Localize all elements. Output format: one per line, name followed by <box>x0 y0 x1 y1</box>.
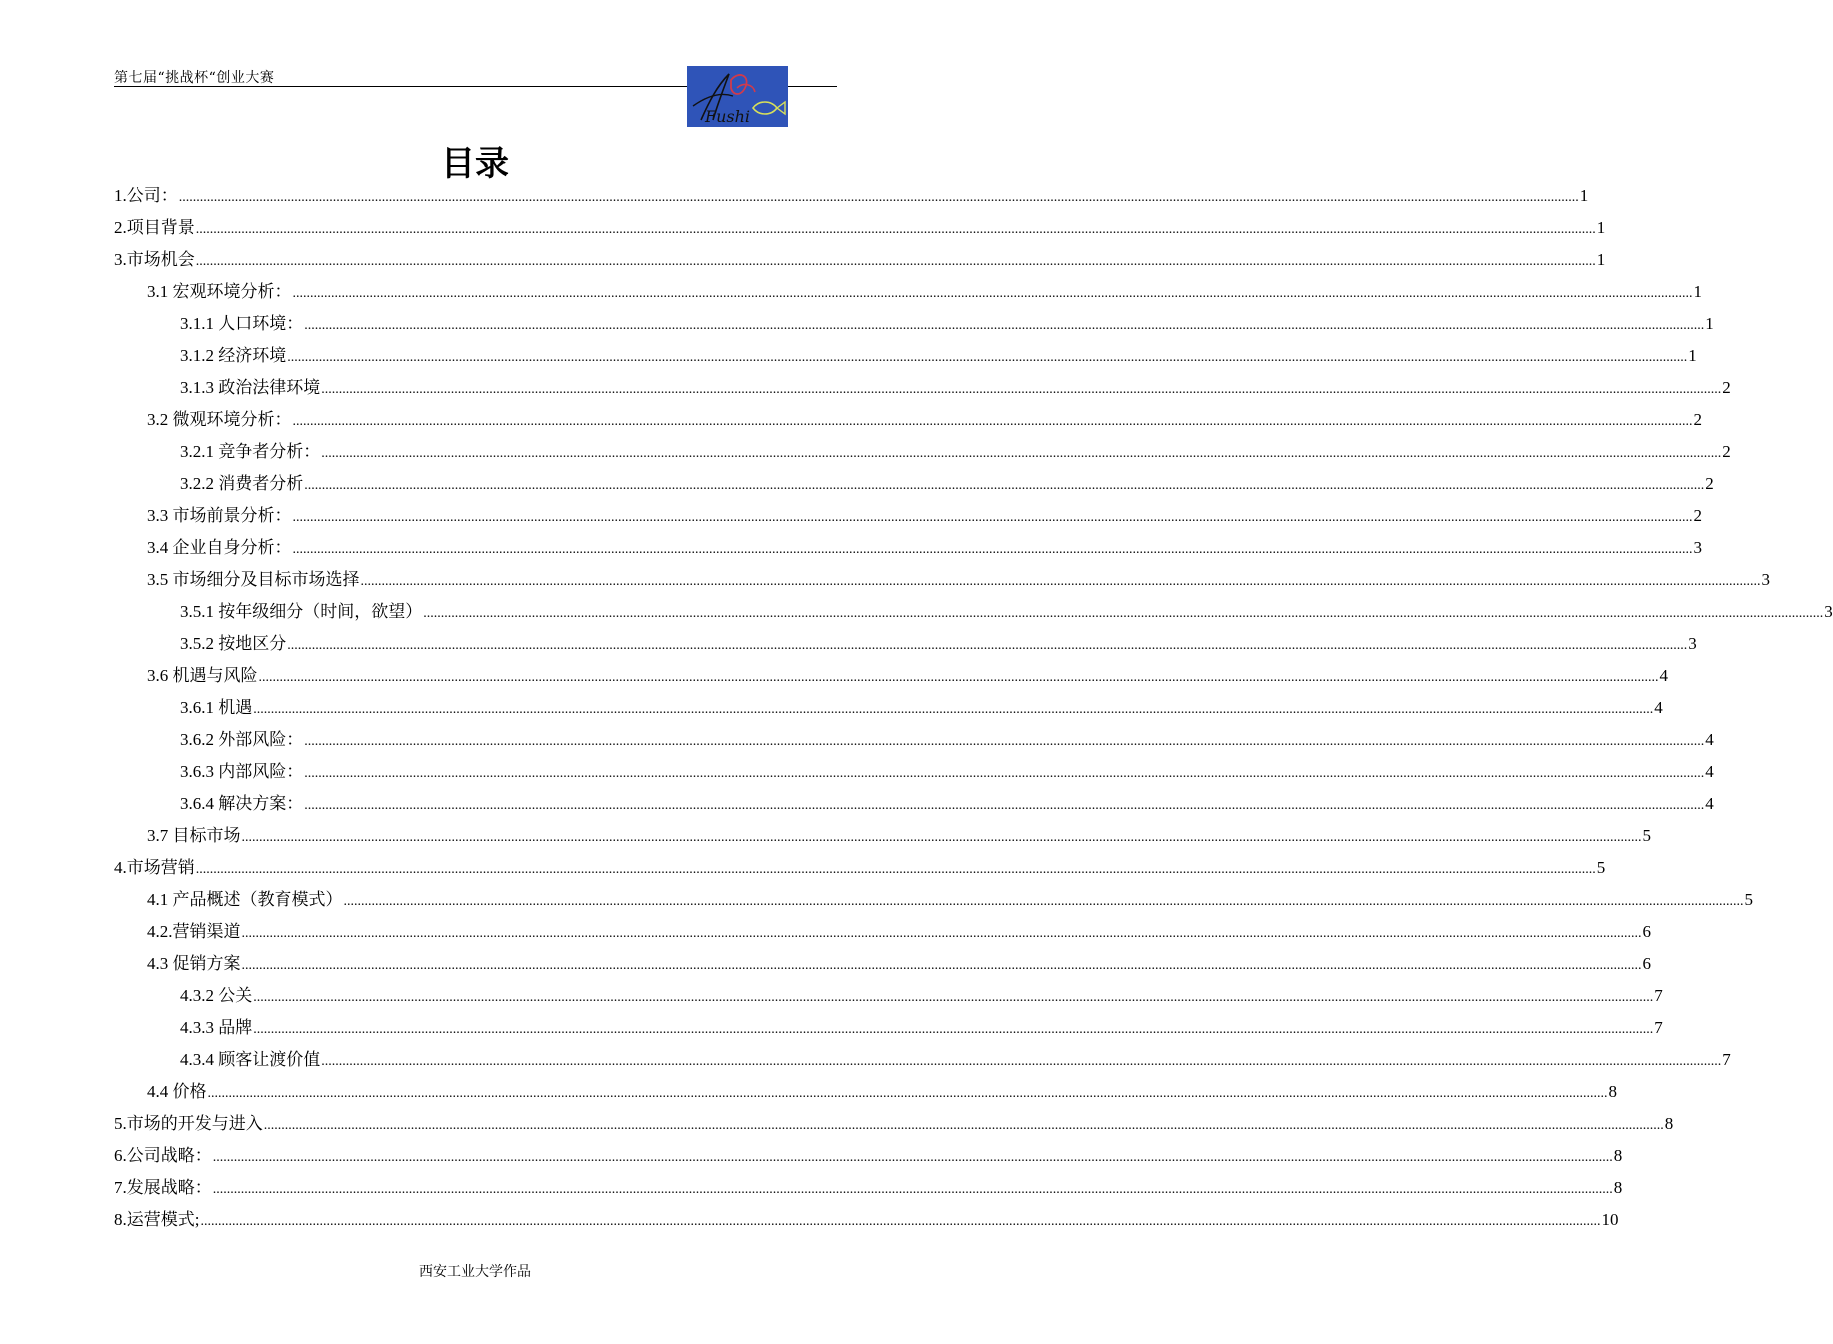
toc-dot-leader: ................................................................................................................................................................................................................................................................................................................................................................................................................ <box>292 286 1693 301</box>
toc-entry[interactable] <box>114 692 1663 724</box>
toc-entry-label: 4.3 促销方案 <box>147 954 241 973</box>
toc-entry[interactable] <box>114 884 1753 916</box>
toc-entry-label: 6.公司战略： <box>114 1146 212 1165</box>
toc-entry-page: 1 <box>1693 282 1702 301</box>
toc-entry-label: 4.3.2 公关 <box>180 986 253 1005</box>
toc-dot-leader: ................................................................................................................................................................................................................................................................................................................................................................................................................ <box>195 862 1596 877</box>
toc-entry[interactable] <box>114 948 1651 980</box>
toc-dot-leader: ................................................................................................................................................................................................................................................................................................................................................................................................................ <box>292 414 1693 429</box>
toc-entry-label: 3.1 宏观环境分析： <box>147 282 292 301</box>
toc-entry-page: 8 <box>1613 1146 1623 1165</box>
toc-entry-page: 1 <box>1688 346 1697 365</box>
toc-dot-leader: ................................................................................................................................................................................................................................................................................................................................................................................................................ <box>253 1022 1654 1037</box>
toc-entry[interactable] <box>114 628 1697 660</box>
toc-entry-page: 7 <box>1722 1050 1731 1069</box>
toc-entry-page: 5 <box>1642 826 1651 845</box>
toc-entry[interactable] <box>114 852 1606 884</box>
toc-dot-leader: ................................................................................................................................................................................................................................................................................................................................................................................................................ <box>304 798 1705 813</box>
toc-entry[interactable] <box>114 756 1714 788</box>
toc-dot-leader: ................................................................................................................................................................................................................................................................................................................................................................................................................ <box>241 830 1642 845</box>
toc-entry-page: 2 <box>1693 410 1702 429</box>
toc-entry-page: 3 <box>1761 570 1770 589</box>
toc-entry-page: 4 <box>1705 794 1714 813</box>
toc-entry-label: 3.5 市场细分及目标市场选择 <box>147 570 360 589</box>
toc-entry-label: 3.4 企业自身分析： <box>147 538 292 557</box>
toc-entry[interactable] <box>114 1172 1623 1204</box>
toc-entry-page: 2 <box>1722 442 1731 461</box>
toc-entry[interactable] <box>114 980 1663 1012</box>
toc-entry[interactable] <box>114 1044 1731 1076</box>
toc-entry[interactable] <box>114 340 1697 372</box>
toc-entry-page: 6 <box>1642 954 1651 973</box>
toc-dot-leader: ................................................................................................................................................................................................................................................................................................................................................................................................................ <box>253 702 1654 717</box>
toc-entry-label: 3.7 目标市场 <box>147 826 241 845</box>
toc-entry-label: 3.市场机会 <box>114 250 195 269</box>
toc-entry[interactable] <box>114 244 1606 276</box>
toc-dot-leader: ................................................................................................................................................................................................................................................................................................................................................................................................................ <box>287 638 1688 653</box>
toc-entry[interactable] <box>114 1108 1674 1140</box>
toc-dot-leader: ................................................................................................................................................................................................................................................................................................................................................................................................................ <box>292 510 1693 525</box>
toc-entry-page: 7 <box>1654 1018 1663 1037</box>
toc-dot-leader: ................................................................................................................................................................................................................................................................................................................................................................................................................ <box>207 1086 1608 1101</box>
table-of-contents <box>114 180 1833 1236</box>
toc-dot-leader: ................................................................................................................................................................................................................................................................................................................................................................................................................ <box>321 446 1722 461</box>
toc-entry-label: 3.1.2 经济环境 <box>180 346 287 365</box>
toc-entry-label: 4.市场营销 <box>114 858 195 877</box>
toc-entry-label: 3.1.1 人口环境： <box>180 314 304 333</box>
toc-entry[interactable] <box>114 308 1714 340</box>
toc-entry-page: 3 <box>1693 538 1702 557</box>
toc-dot-leader: ................................................................................................................................................................................................................................................................................................................................................................................................................ <box>253 990 1654 1005</box>
toc-entry[interactable] <box>114 916 1651 948</box>
toc-entry-label: 3.2 微观环境分析： <box>147 410 292 429</box>
toc-dot-leader: ................................................................................................................................................................................................................................................................................................................................................................................................................ <box>321 382 1722 397</box>
toc-entry-page: 5 <box>1744 890 1753 909</box>
toc-entry[interactable] <box>114 660 1668 692</box>
header-title: 第七届“挑战杯“创业大赛 <box>114 70 275 86</box>
toc-dot-leader: ................................................................................................................................................................................................................................................................................................................................................................................................................ <box>195 222 1596 237</box>
toc-entry-label: 3.6.2 外部风险： <box>180 730 304 749</box>
toc-entry-label: 7.发展战略： <box>114 1178 212 1197</box>
toc-dot-leader: ................................................................................................................................................................................................................................................................................................................................................................................................................ <box>360 574 1761 589</box>
toc-entry-label: 8.运营模式; <box>114 1210 200 1229</box>
toc-entry[interactable] <box>114 1076 1617 1108</box>
toc-dot-leader: ................................................................................................................................................................................................................................................................................................................................................................................................................ <box>304 318 1705 333</box>
toc-entry-page: 10 <box>1601 1210 1619 1229</box>
toc-entry-label: 4.1 产品概述（教育模式） <box>147 890 343 909</box>
toc-dot-leader: ................................................................................................................................................................................................................................................................................................................................................................................................................ <box>178 190 1579 205</box>
toc-entry-page: 4 <box>1705 730 1714 749</box>
toc-entry-page: 1 <box>1596 250 1606 269</box>
toc-entry-page: 2 <box>1722 378 1731 397</box>
toc-entry[interactable] <box>114 468 1714 500</box>
toc-dot-leader: ................................................................................................................................................................................................................................................................................................................................................................................................................ <box>258 670 1659 685</box>
toc-entry[interactable] <box>114 372 1731 404</box>
toc-entry[interactable] <box>114 180 1589 212</box>
toc-entry[interactable] <box>114 596 1833 628</box>
toc-dot-leader: ................................................................................................................................................................................................................................................................................................................................................................................................................ <box>195 254 1596 269</box>
toc-entry-page: 4 <box>1654 698 1663 717</box>
toc-entry-label: 4.3.4 顾客让渡价值 <box>180 1050 321 1069</box>
toc-dot-leader: ................................................................................................................................................................................................................................................................................................................................................................................................................ <box>212 1182 1613 1197</box>
toc-entry-label: 1.公司： <box>114 186 178 205</box>
toc-dot-leader: ................................................................................................................................................................................................................................................................................................................................................................................................................ <box>287 350 1688 365</box>
toc-entry[interactable] <box>114 1140 1623 1172</box>
toc-entry[interactable] <box>114 404 1702 436</box>
toc-entry[interactable] <box>114 532 1702 564</box>
toc-entry-page: 4 <box>1705 762 1714 781</box>
page-title: 目录 <box>441 144 509 184</box>
toc-entry-label: 4.3.3 品牌 <box>180 1018 253 1037</box>
page-footer: 西安工业大学作品 <box>419 1264 531 1280</box>
toc-entry-label: 3.5.2 按地区分 <box>180 634 287 653</box>
toc-dot-leader: ................................................................................................................................................................................................................................................................................................................................................................................................................ <box>212 1150 1613 1165</box>
toc-dot-leader: ................................................................................................................................................................................................................................................................................................................................................................................................................ <box>241 958 1642 973</box>
toc-entry-page: 1 <box>1705 314 1714 333</box>
toc-entry-page: 7 <box>1654 986 1663 1005</box>
toc-dot-leader: ................................................................................................................................................................................................................................................................................................................................................................................................................ <box>241 926 1642 941</box>
toc-entry[interactable] <box>114 276 1702 308</box>
toc-dot-leader: ................................................................................................................................................................................................................................................................................................................................................................................................................ <box>343 894 1744 909</box>
toc-entry-page: 8 <box>1664 1114 1674 1133</box>
toc-dot-leader: ................................................................................................................................................................................................................................................................................................................................................................................................................ <box>263 1118 1664 1133</box>
toc-entry[interactable] <box>114 1012 1663 1044</box>
toc-entry-label: 5.市场的开发与进入 <box>114 1114 263 1133</box>
toc-entry-label: 3.6.3 内部风险： <box>180 762 304 781</box>
toc-entry[interactable] <box>114 564 1770 596</box>
toc-entry-label: 3.5.1 按年级细分（时间，欲望） <box>180 602 423 621</box>
toc-dot-leader: ................................................................................................................................................................................................................................................................................................................................................................................................................ <box>304 766 1705 781</box>
toc-dot-leader: ................................................................................................................................................................................................................................................................................................................................................................................................................ <box>321 1054 1722 1069</box>
toc-dot-leader: ................................................................................................................................................................................................................................................................................................................................................................................................................ <box>292 542 1693 557</box>
toc-entry-page: 3 <box>1824 602 1833 621</box>
toc-entry-label: 3.3 市场前景分析： <box>147 506 292 525</box>
toc-entry-page: 2 <box>1705 474 1714 493</box>
toc-entry[interactable] <box>114 212 1606 244</box>
toc-entry[interactable] <box>114 500 1702 532</box>
toc-entry-label: 3.2.1 竞争者分析： <box>180 442 321 461</box>
toc-entry-label: 3.6 机遇与风险 <box>147 666 258 685</box>
toc-entry-label: 3.6.4 解决方案： <box>180 794 304 813</box>
toc-entry-label: 3.2.2 消费者分析 <box>180 474 304 493</box>
logo-text: Fushi <box>705 107 751 126</box>
toc-dot-leader: ................................................................................................................................................................................................................................................................................................................................................................................................................ <box>304 734 1705 749</box>
toc-entry-label: 4.2.营销渠道 <box>147 922 241 941</box>
toc-entry-label: 2.项目背景 <box>114 218 195 237</box>
toc-entry-page: 8 <box>1613 1178 1623 1197</box>
toc-entry-page: 8 <box>1608 1082 1617 1101</box>
toc-entry-page: 1 <box>1579 186 1589 205</box>
toc-dot-leader: ................................................................................................................................................................................................................................................................................................................................................................................................................ <box>304 478 1705 493</box>
toc-entry[interactable] <box>114 820 1651 852</box>
toc-entry-page: 3 <box>1688 634 1697 653</box>
toc-entry-label: 4.4 价格 <box>147 1082 207 1101</box>
toc-entry-page: 5 <box>1596 858 1606 877</box>
toc-entry-page: 4 <box>1659 666 1668 685</box>
toc-dot-leader: ................................................................................................................................................................................................................................................................................................................................................................................................................ <box>423 606 1824 621</box>
toc-entry[interactable] <box>114 788 1714 820</box>
toc-entry[interactable] <box>114 724 1714 756</box>
toc-dot-leader: ................................................................................................................................................................................................................................................................................................................................................................................................................ <box>200 1214 1601 1229</box>
toc-entry-page: 2 <box>1693 506 1702 525</box>
toc-entry-label: 3.1.3 政治法律环境 <box>180 378 321 397</box>
toc-entry-page: 1 <box>1596 218 1606 237</box>
toc-entry-page: 6 <box>1642 922 1651 941</box>
toc-entry-label: 3.6.1 机遇 <box>180 698 253 717</box>
toc-entry[interactable] <box>114 436 1731 468</box>
fushi-logo <box>687 66 788 127</box>
toc-entry[interactable] <box>114 1204 1619 1236</box>
